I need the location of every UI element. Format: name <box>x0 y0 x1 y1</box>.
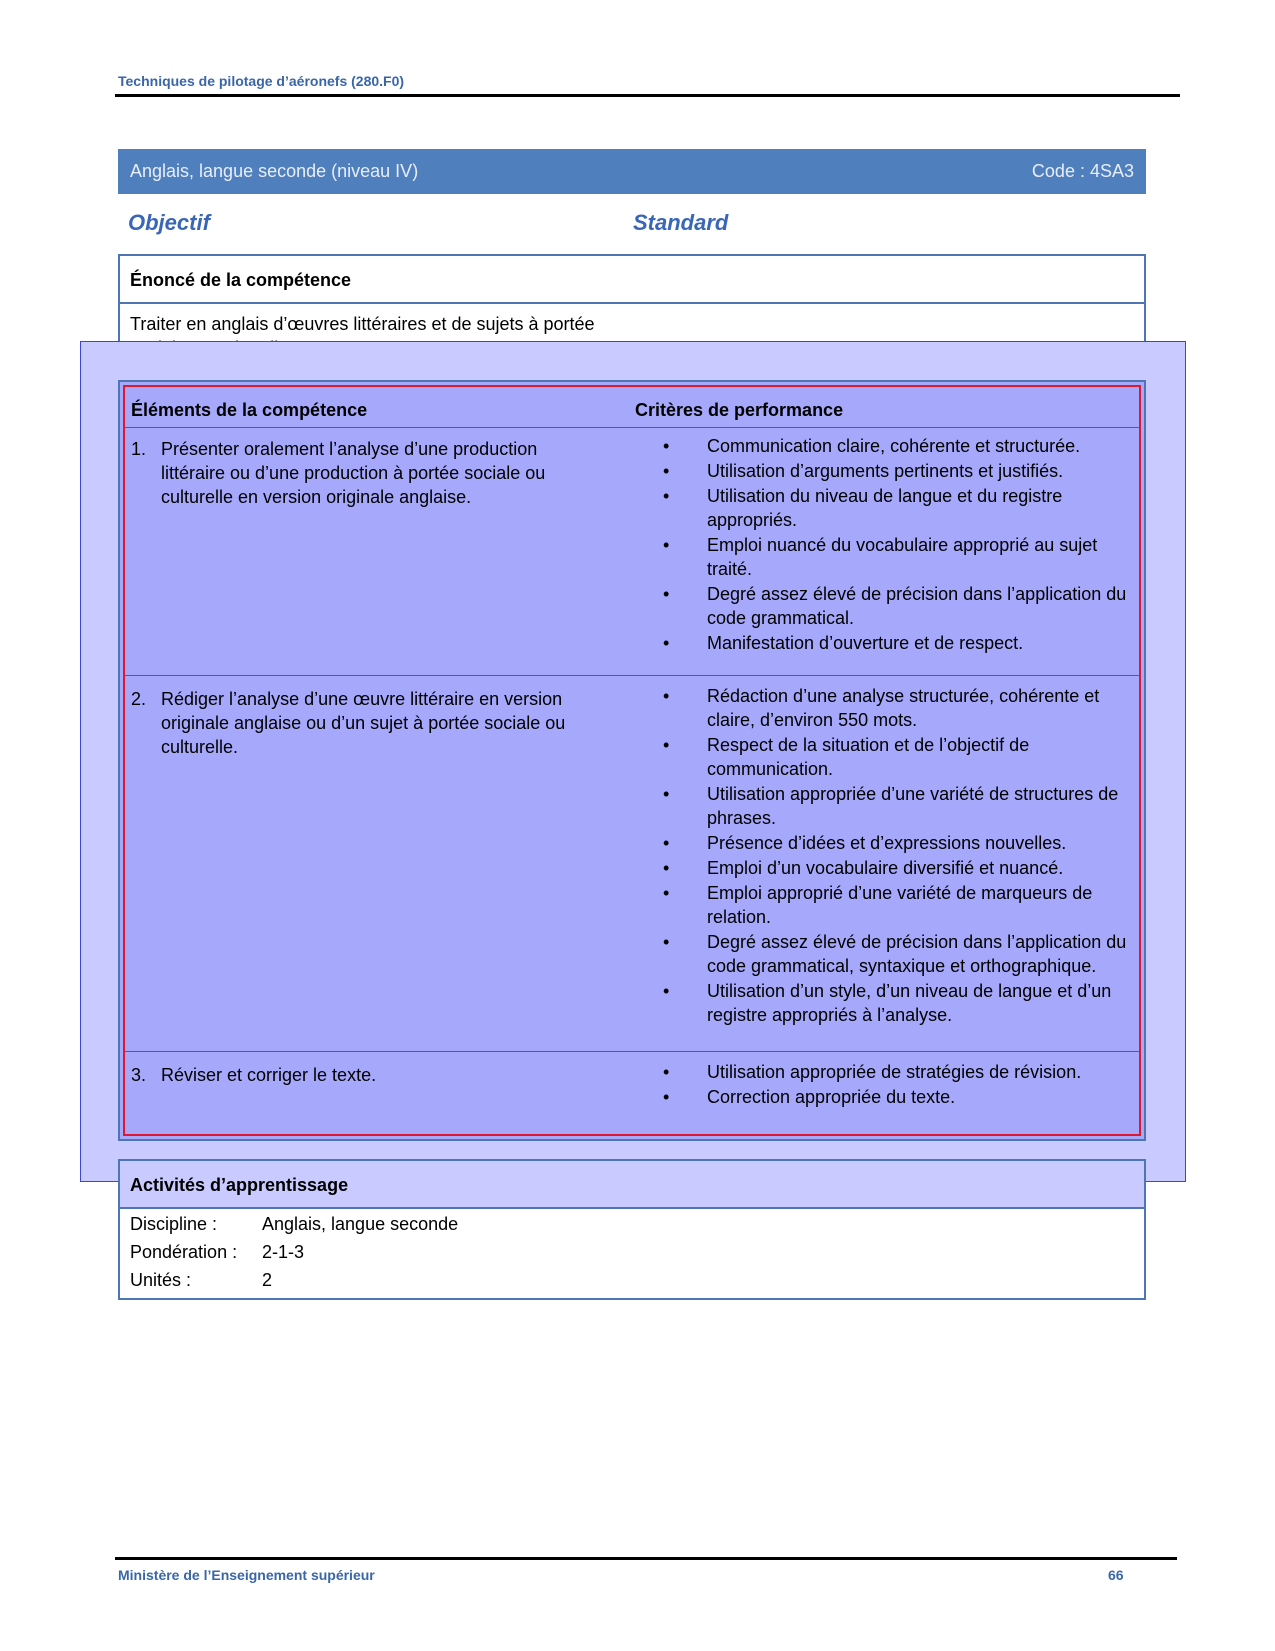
element-text: Réviser et corriger le texte. <box>161 1065 377 1085</box>
activites-box <box>118 1159 1146 1300</box>
course-code: Code : 4SA3 <box>1031 161 1134 181</box>
criterion: • Communication claire, cohérente et structurée. <box>663 434 1133 458</box>
criterion: • Emploi approprié d’une variété de marqueurs de relation. <box>663 881 1133 929</box>
criterion: • Emploi nuancé du vocabulaire approprié au sujet traité. <box>663 533 1133 581</box>
elements-table-frame <box>123 385 1141 1136</box>
footer-page-number: 66 <box>1108 1567 1124 1583</box>
criterion: • Rédaction d’une analyse structurée, cohérente et claire, d’environ 550 mots. <box>663 684 1133 732</box>
discipline-label: Discipline : <box>130 1214 218 1234</box>
element-row-2 <box>131 687 601 759</box>
element-number: 3. <box>131 1065 147 1085</box>
criterion: • Utilisation appropriée d’une variété de structures de phrases. <box>663 782 1133 830</box>
course-name: Anglais, langue seconde (niveau IV) <box>130 161 419 181</box>
criterion: • Utilisation d’arguments pertinents et justifiés. <box>663 459 1133 483</box>
element-row-3 <box>131 1063 601 1087</box>
criterion: • Manifestation d’ouverture et de respect. <box>663 631 1133 655</box>
activites-heading-row <box>120 1161 1144 1209</box>
objectif-label: Objectif <box>128 210 210 235</box>
element-text: Rédiger l’analyse d’une œuvre littéraire en version originale anglaise ou d’un sujet à portée sociale ou culturelle. <box>161 689 566 757</box>
ponderation-value: 2-1-3 <box>262 1242 305 1262</box>
standard-label: Standard <box>633 210 729 235</box>
col-header-criteres: Critères de performance <box>635 400 844 420</box>
unites-line <box>130 1270 272 1291</box>
criteria-list-3 <box>663 1060 1133 1110</box>
criteria-list-1 <box>663 434 1133 656</box>
header-divider <box>125 427 1139 428</box>
program-header: Techniques de pilotage d’aéronefs (280.F0) <box>118 73 405 89</box>
header-rule <box>115 94 1180 97</box>
course-title-bar <box>118 149 1146 194</box>
row-divider <box>125 675 1139 676</box>
col-header-elements: Éléments de la compétence <box>131 400 368 420</box>
criterion: • Emploi d’un vocabulaire diversifié et nuancé. <box>663 856 1133 880</box>
element-text: Présenter oralement l’analyse d’une production littéraire ou d’une production à portée sociale ou culturelle en version originale anglaise. <box>161 439 546 507</box>
criterion: • Utilisation d’un style, d’un niveau de langue et d’un registre appropriés à l’analyse. <box>663 979 1133 1027</box>
criterion: • Utilisation appropriée de stratégies de révision. <box>663 1060 1133 1084</box>
ponderation-line <box>130 1242 304 1263</box>
enonce-text: Traiter en anglais d’œuvres littéraires et de sujets à portée <box>130 314 595 334</box>
unites-value: 2 <box>262 1270 273 1290</box>
footer-ministry: Ministère de l’Enseignement supérieur <box>118 1567 375 1583</box>
discipline-line <box>130 1214 458 1235</box>
row-divider <box>125 1051 1139 1052</box>
criterion: • Utilisation du niveau de langue et du registre appropriés. <box>663 484 1133 532</box>
criterion: • Degré assez élevé de précision dans l’application du code grammatical. <box>663 582 1133 630</box>
element-number: 2. <box>131 689 147 709</box>
enonce-heading: Énoncé de la compétence <box>130 270 352 290</box>
criterion: • Présence d’idées et d’expressions nouvelles. <box>663 831 1133 855</box>
criterion: • Respect de la situation et de l’objectif de communication. <box>663 733 1133 781</box>
discipline-value: Anglais, langue seconde <box>262 1214 459 1234</box>
elements-table <box>118 380 1146 1141</box>
element-row-1 <box>131 437 601 509</box>
enonce-heading-row <box>120 256 1144 304</box>
ponderation-label: Pondération : <box>130 1242 238 1262</box>
unites-label: Unités : <box>130 1270 192 1290</box>
criterion: • Degré assez élevé de précision dans l’application du code grammatical, syntaxique et orthographique. <box>663 930 1133 978</box>
criteria-list-2 <box>663 684 1133 1028</box>
footer-rule <box>115 1557 1177 1560</box>
criterion: • Correction appropriée du texte. <box>663 1085 1133 1109</box>
activites-heading: Activités d’apprentissage <box>130 1175 349 1195</box>
element-number: 1. <box>131 439 147 459</box>
